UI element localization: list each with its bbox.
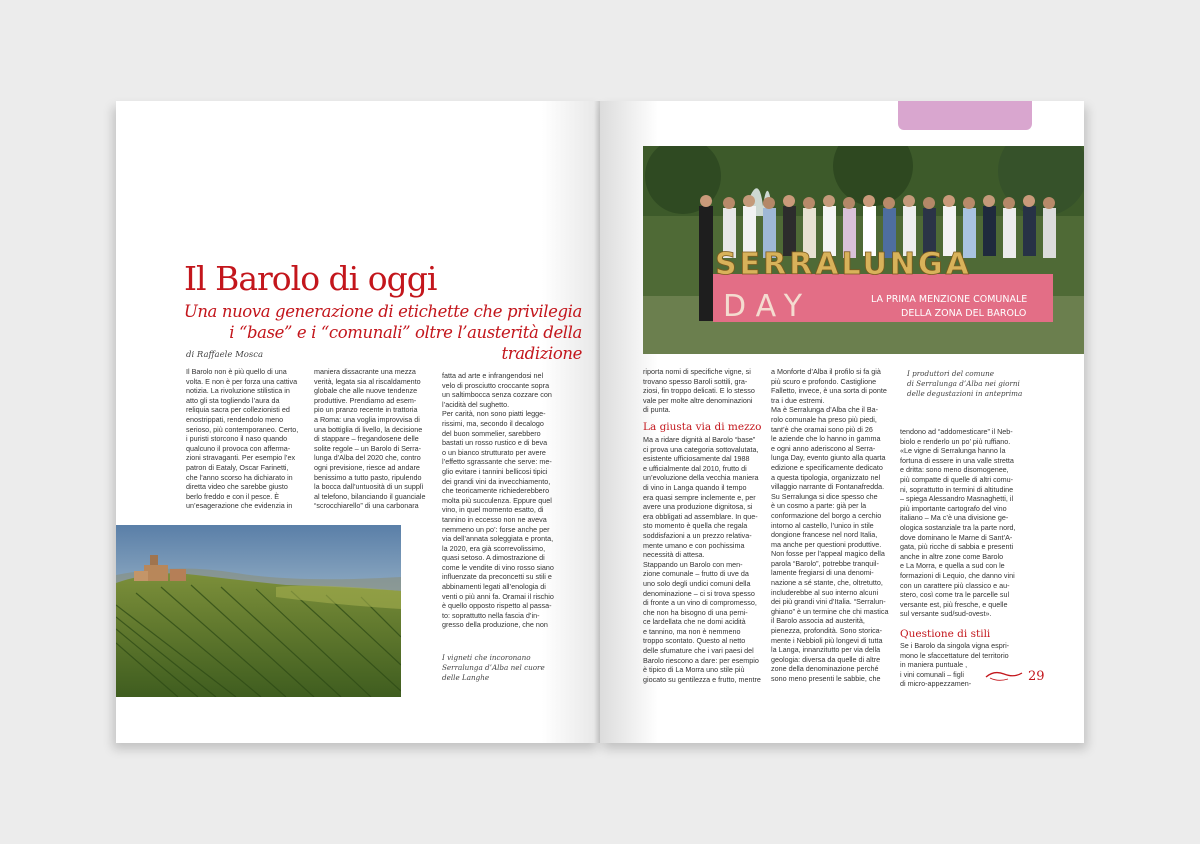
- right-page: [600, 101, 1084, 743]
- text-line: è un cosmo a parte: già per la: [771, 501, 867, 511]
- text-line: a questa tipologia, organizzato nel: [771, 472, 881, 482]
- text-line: Stappando un Barolo con men-: [643, 559, 743, 569]
- text-line: ologica sostanziale tra la parte nord,: [900, 522, 1016, 532]
- text-line: zone della denominazione perché: [771, 664, 879, 674]
- text-line: che l’anno scorso ha dichiarato in: [186, 472, 293, 482]
- text-line: velo di prosciutto croccante sopra: [442, 380, 550, 390]
- text-line: pienezza, profondità. Sono storica-: [771, 626, 883, 636]
- text-line: e La Morra, e quella a sud con le: [900, 561, 1005, 571]
- text-line: bastati un rosso rustico e di beva: [442, 438, 548, 448]
- text-line: tant’è che oramai sono più di 26: [771, 424, 873, 434]
- caption-line: delle degustazioni in anteprima: [907, 389, 1023, 398]
- text-line: solite regole – un Barolo di Serra-: [314, 443, 422, 453]
- text-line: più scuro e profondo. Castiglione: [771, 376, 877, 386]
- text-line: troppo scontato. Questo al netto: [643, 636, 746, 646]
- text-line: era obbligati ad assemblare. In que-: [643, 511, 758, 521]
- vineyard-caption: [442, 653, 582, 683]
- text-line: nazione a sé stante, che, oltretutto,: [771, 578, 883, 588]
- right-column-1-intro: [643, 367, 765, 415]
- text-line: di punta.: [643, 405, 671, 415]
- text-line: delle sfumature che i vari paesi del: [643, 646, 754, 656]
- caption-line: Serralunga d’Alba nel cuore: [442, 663, 545, 672]
- text-line: “scrocchiarello” di una carbonara: [314, 501, 419, 511]
- text-line: del buon sommelier, sarebbero: [442, 428, 541, 438]
- text-line: qualcuno il provoca con afferma-: [186, 443, 291, 453]
- text-line: quasi setoso. A dimostrazione di: [442, 553, 545, 563]
- sign-banner-line-2: DELLA ZONA DEL BAROLO: [901, 308, 1027, 319]
- text-line: ci prova una categoria sottovalutata,: [643, 444, 759, 454]
- text-line: italiano – Ma c’è una divisione ge-: [900, 513, 1009, 523]
- text-line: e ufficialmente dal 2010, frutto di: [643, 463, 747, 473]
- text-line: stero, così come tra le parcelle sul: [900, 590, 1010, 600]
- text-line: patron di Eataly, Oscar Farinetti,: [186, 462, 289, 472]
- text-line: includerebbe al suo interno alcuni: [771, 587, 879, 597]
- text-line: lunga d’Alba del 2020 che, contro: [314, 453, 421, 463]
- text-line: è quello opposto rispetto al passa-: [442, 601, 552, 611]
- left-page: [116, 101, 600, 743]
- serralunga-day-photo: [643, 146, 1084, 354]
- text-line: dongione francese nel nord Italia,: [771, 530, 878, 540]
- text-line: «Le vigne di Serralunga hanno la: [900, 446, 1006, 456]
- text-line: anche in altre zone come Barolo: [900, 551, 1004, 561]
- text-line: mente i Nebbioli più longevi di tutta: [771, 635, 883, 645]
- text-line: maniera dissacrante una mezza: [314, 367, 416, 376]
- text-line: tannino in eccesso non ne aveva: [442, 514, 547, 524]
- text-line: Non fosse per l’appeal magico della: [771, 549, 885, 559]
- text-line: di stappare – fregandosene delle: [314, 434, 419, 444]
- text-line: lunga Day, evento giunto alla quarta: [771, 453, 886, 463]
- text-line: sul versante sud/sud-ovest».: [900, 609, 992, 619]
- text-line: mente umano e con pochissima: [643, 540, 745, 550]
- text-line: la 2020, era già scorrevolissimo,: [442, 543, 546, 553]
- text-line: via dell’annata soleggiata e pronta,: [442, 534, 554, 544]
- text-line: gresso della produzione, che non: [442, 620, 548, 630]
- sign-banner-line-1: LA PRIMA MENZIONE COMUNALE: [871, 294, 1028, 305]
- text-line: diretta video che sarebbe giusto: [186, 482, 288, 492]
- text-line: come le vendite di vino rosso siano: [442, 562, 554, 572]
- group-photo-caption: [907, 369, 1047, 399]
- text-line: e dritta: sono meno disomogenee,: [900, 465, 1009, 475]
- vineyard-photo: [116, 525, 401, 697]
- text-line: villaggio narrante di Fontanafredda.: [771, 482, 885, 492]
- text-line: che teoricamente richiederebbero: [442, 486, 550, 496]
- text-line: Se i Barolo da singola vigna espri-: [900, 641, 1010, 650]
- text-line: e tannino, ma non è nemmeno: [643, 626, 741, 636]
- text-line: o un bianco strutturato per avere: [442, 447, 546, 457]
- text-line: fortuna di essere in una valle stretta: [900, 455, 1014, 465]
- caption-line: I vigneti che incoronano: [442, 653, 531, 662]
- article-title: Il Barolo di oggi: [184, 259, 437, 298]
- text-line: venti o più anni fa. Oramai il rischio: [442, 591, 554, 601]
- text-line: Il Barolo non è più quello di una: [186, 367, 287, 376]
- text-line: notizia. La rivoluzione stilistica in: [186, 386, 290, 396]
- text-line: uno solo degli undici comuni della: [643, 578, 751, 588]
- sign-big-word: SERRALUNGA: [715, 247, 972, 282]
- text-line: dei grandi vini da invecchiamento,: [442, 476, 551, 486]
- text-line: molta più succulenza. Eppure quel: [442, 495, 552, 505]
- text-line: le aziende che lo hanno in gamma: [771, 434, 881, 444]
- page-number: 29: [1028, 669, 1045, 684]
- text-line: abbinamenti legati all’enologia di: [442, 582, 546, 592]
- text-line: serioso, più contemporaneo. Certo,: [186, 424, 299, 434]
- text-line: era quasi sempre inclemente e, per: [643, 492, 756, 502]
- text-line: di micro-appezzamen-: [900, 679, 972, 689]
- text-line: produttive. Prendiamo ad esem-: [314, 395, 417, 405]
- vineyard-illustration: [116, 525, 401, 697]
- text-line: dei più grandi vini d’Italia. “Serralun-: [771, 597, 886, 607]
- text-line: gata, più ricche di sabbia e presenti: [900, 542, 1014, 552]
- text-line: l’acidità del sughetto.: [442, 399, 510, 409]
- text-line: avere una produzione dignitosa, si: [643, 502, 753, 512]
- text-line: geologia: diversa da quelle di altre: [771, 654, 881, 664]
- text-line: dove dominano le Marne di Sant’A-: [900, 532, 1013, 542]
- text-line: sto momento è quella che regala: [643, 521, 748, 531]
- text-line: un’evoluzione della vecchia maniera: [643, 473, 759, 483]
- text-line: l’effetto sgrassante che serve: me-: [442, 457, 552, 467]
- section-tab: [898, 101, 1032, 130]
- text-line: ziosi, fin troppo delicati. E lo stesso: [643, 386, 755, 396]
- text-line: rolo comunale ha preso più piedi,: [771, 414, 877, 424]
- text-line: i vini comunali – figli: [900, 669, 964, 679]
- text-line: ogni previsione, riesce ad andare: [314, 462, 420, 472]
- section-heading-2: Questione di stili: [900, 628, 991, 640]
- text-line: lamente fregiarsi di una denomi-: [771, 568, 874, 578]
- text-line: Ma a ridare dignità al Barolo “base”: [643, 435, 756, 444]
- text-line: esistente ufficiosamente dal 1988: [643, 454, 750, 464]
- text-line: con un carattere più classico e au-: [900, 580, 1010, 590]
- text-line: formazioni di Lequio, che danno vini: [900, 570, 1015, 580]
- text-line: vale per molte altre denominazioni: [643, 395, 753, 405]
- text-line: la bocca dall’untuosità di un supplì: [314, 482, 424, 492]
- text-line: enostrippati, rendendolo meno: [186, 414, 284, 424]
- text-line: to: soprattutto nella fascia d’in-: [442, 610, 540, 620]
- caption-line: I produttori del comune: [907, 369, 994, 378]
- text-line: e ogni anno aderiscono al Serra-: [771, 443, 876, 453]
- text-line: intorno al castello, l’unico in stile: [771, 520, 874, 530]
- text-line: reliquia sacra per collezionisti ed: [186, 405, 290, 415]
- caption-line: di Serralunga d’Alba nei giorni: [907, 379, 1020, 388]
- text-line: soddisfazioni a un prezzo relativa-: [643, 530, 752, 540]
- text-line: parola “Barolo”, potrebbe tranquil-: [771, 558, 879, 568]
- text-line: al telefono, bilanciando il guanciale: [314, 491, 426, 501]
- text-line: verità, legata sia al riscaldamento: [314, 376, 421, 386]
- text-line: tendono ad “addomesticare” il Neb-: [900, 427, 1013, 436]
- text-line: più importante cartografo del vino: [900, 503, 1007, 513]
- text-line: ni, soprattutto in termini di altitudine: [900, 484, 1014, 494]
- text-line: ma anche per questioni produttive.: [771, 539, 882, 549]
- byline: di Raffaele Mosca: [186, 350, 264, 360]
- text-line: che non ha bisogno di una perni-: [643, 607, 748, 617]
- left-column-2: [314, 367, 434, 511]
- text-line: atto gli sta togliendo l’aura da: [186, 395, 280, 405]
- text-line: zione comunale – frutto di uve da: [643, 569, 749, 579]
- text-line: biolo e renderlo un po’ più ruffiano.: [900, 436, 1011, 446]
- text-line: a Roma: una voglia improvvisa di: [314, 414, 420, 424]
- text-line: sono meno presenti le sabbie, che: [771, 674, 881, 683]
- text-line: tra i due estremi.: [771, 395, 825, 405]
- text-line: un’esagerazione che evidenzia in: [186, 501, 293, 511]
- text-line: Ma è Serralunga d’Alba che il Ba-: [771, 405, 879, 415]
- right-column-1: [643, 435, 765, 684]
- text-line: ghiano” è un termine che chi mastica: [771, 606, 889, 616]
- text-line: – spiega Alessandro Masnaghetti, il: [900, 494, 1014, 504]
- left-column-3: [442, 371, 572, 630]
- text-line: fatta ad arte e infrangendosi nel: [442, 371, 544, 380]
- text-line: di vino in Langa quando il tempo: [643, 482, 747, 492]
- text-line: riporta nomi di specifiche vigne, si: [643, 367, 751, 376]
- text-line: versante est, più fresche, e quelle: [900, 599, 1008, 609]
- text-line: globale che alle nuove tendenze: [314, 386, 418, 396]
- text-line: Per carità, non sono piatti legge-: [442, 409, 546, 419]
- text-line: nemmeno un po’: forse anche per: [442, 524, 550, 534]
- text-line: in maniera puntuale ,: [900, 660, 968, 670]
- text-line: un saltimbocca senza cozzare con: [442, 390, 552, 400]
- text-line: una bottiglia di livello, la decisione: [314, 424, 423, 434]
- text-line: edizione e specificamente dedicato: [771, 462, 883, 472]
- left-column-1: [186, 367, 306, 511]
- section-heading-1: La giusta via di mezzo: [643, 421, 762, 433]
- right-column-3: [900, 427, 1028, 619]
- text-line: ce lardellata che ne domi acidità: [643, 617, 746, 627]
- text-line: vino, in quel momento esatto, di: [442, 505, 544, 515]
- caption-line: delle Langhe: [442, 673, 490, 682]
- text-line: denominazione – ci si trova spesso: [643, 588, 755, 598]
- text-line: mono le sfaccettature del territorio: [900, 650, 1009, 660]
- text-line: influenzate da preconcetti su stili e: [442, 572, 552, 582]
- text-line: è tipico di La Morra uno stile più: [643, 665, 745, 675]
- shrimp-ornament-icon: [984, 669, 1024, 683]
- sign-day-word: DAY: [723, 289, 813, 324]
- text-line: zioni stravaganti. Per esempio l’ex: [186, 453, 296, 463]
- text-line: Su Serralunga si dice spesso che: [771, 491, 878, 501]
- text-line: giocato su gentilezza e frutto, mentre: [643, 674, 761, 684]
- text-line: necessità di attesa.: [643, 550, 705, 560]
- text-line: pio un pranzo recente in trattoria: [314, 405, 418, 415]
- text-line: il Barolo associa ad austerità,: [771, 616, 865, 626]
- text-line: a Monforte d’Alba il profilo si fa già: [771, 367, 881, 376]
- text-line: la Langa, innanzitutto per via della: [771, 645, 881, 655]
- text-line: Barolo riescono a dare: per esempio: [643, 655, 759, 665]
- subtitle-line-1: Una nuova generazione di etichette che privilegia: [183, 302, 582, 321]
- text-line: più compatte di quelle di altri comu-: [900, 474, 1014, 484]
- text-line: trovano spesso Baroli sottili, gra-: [643, 376, 748, 386]
- text-line: i puristi storcono il naso quando: [186, 434, 288, 444]
- text-line: glio evitare i tannini bellicosi tipici: [442, 466, 548, 476]
- text-line: berlo freddo e con il pesce. È: [186, 491, 280, 501]
- subtitle-line-2: i “base” e i “comunali” oltre l’austerità della tradizione: [229, 323, 582, 363]
- text-line: Falletto, invece, è una sorta di ponte: [771, 386, 887, 396]
- right-column-2: [771, 367, 893, 684]
- text-line: benissimo a tutto pasto, ripulendo: [314, 472, 422, 482]
- text-line: volta. E non è per forza una cattiva: [186, 376, 298, 386]
- text-line: di fronte a un vino di compromesso,: [643, 598, 757, 608]
- text-line: conformazione del borgo a cerchio: [771, 510, 882, 520]
- group-photo-illustration: [643, 146, 1084, 354]
- text-line: rissimi, ma, secondo il decalogo: [442, 418, 544, 428]
